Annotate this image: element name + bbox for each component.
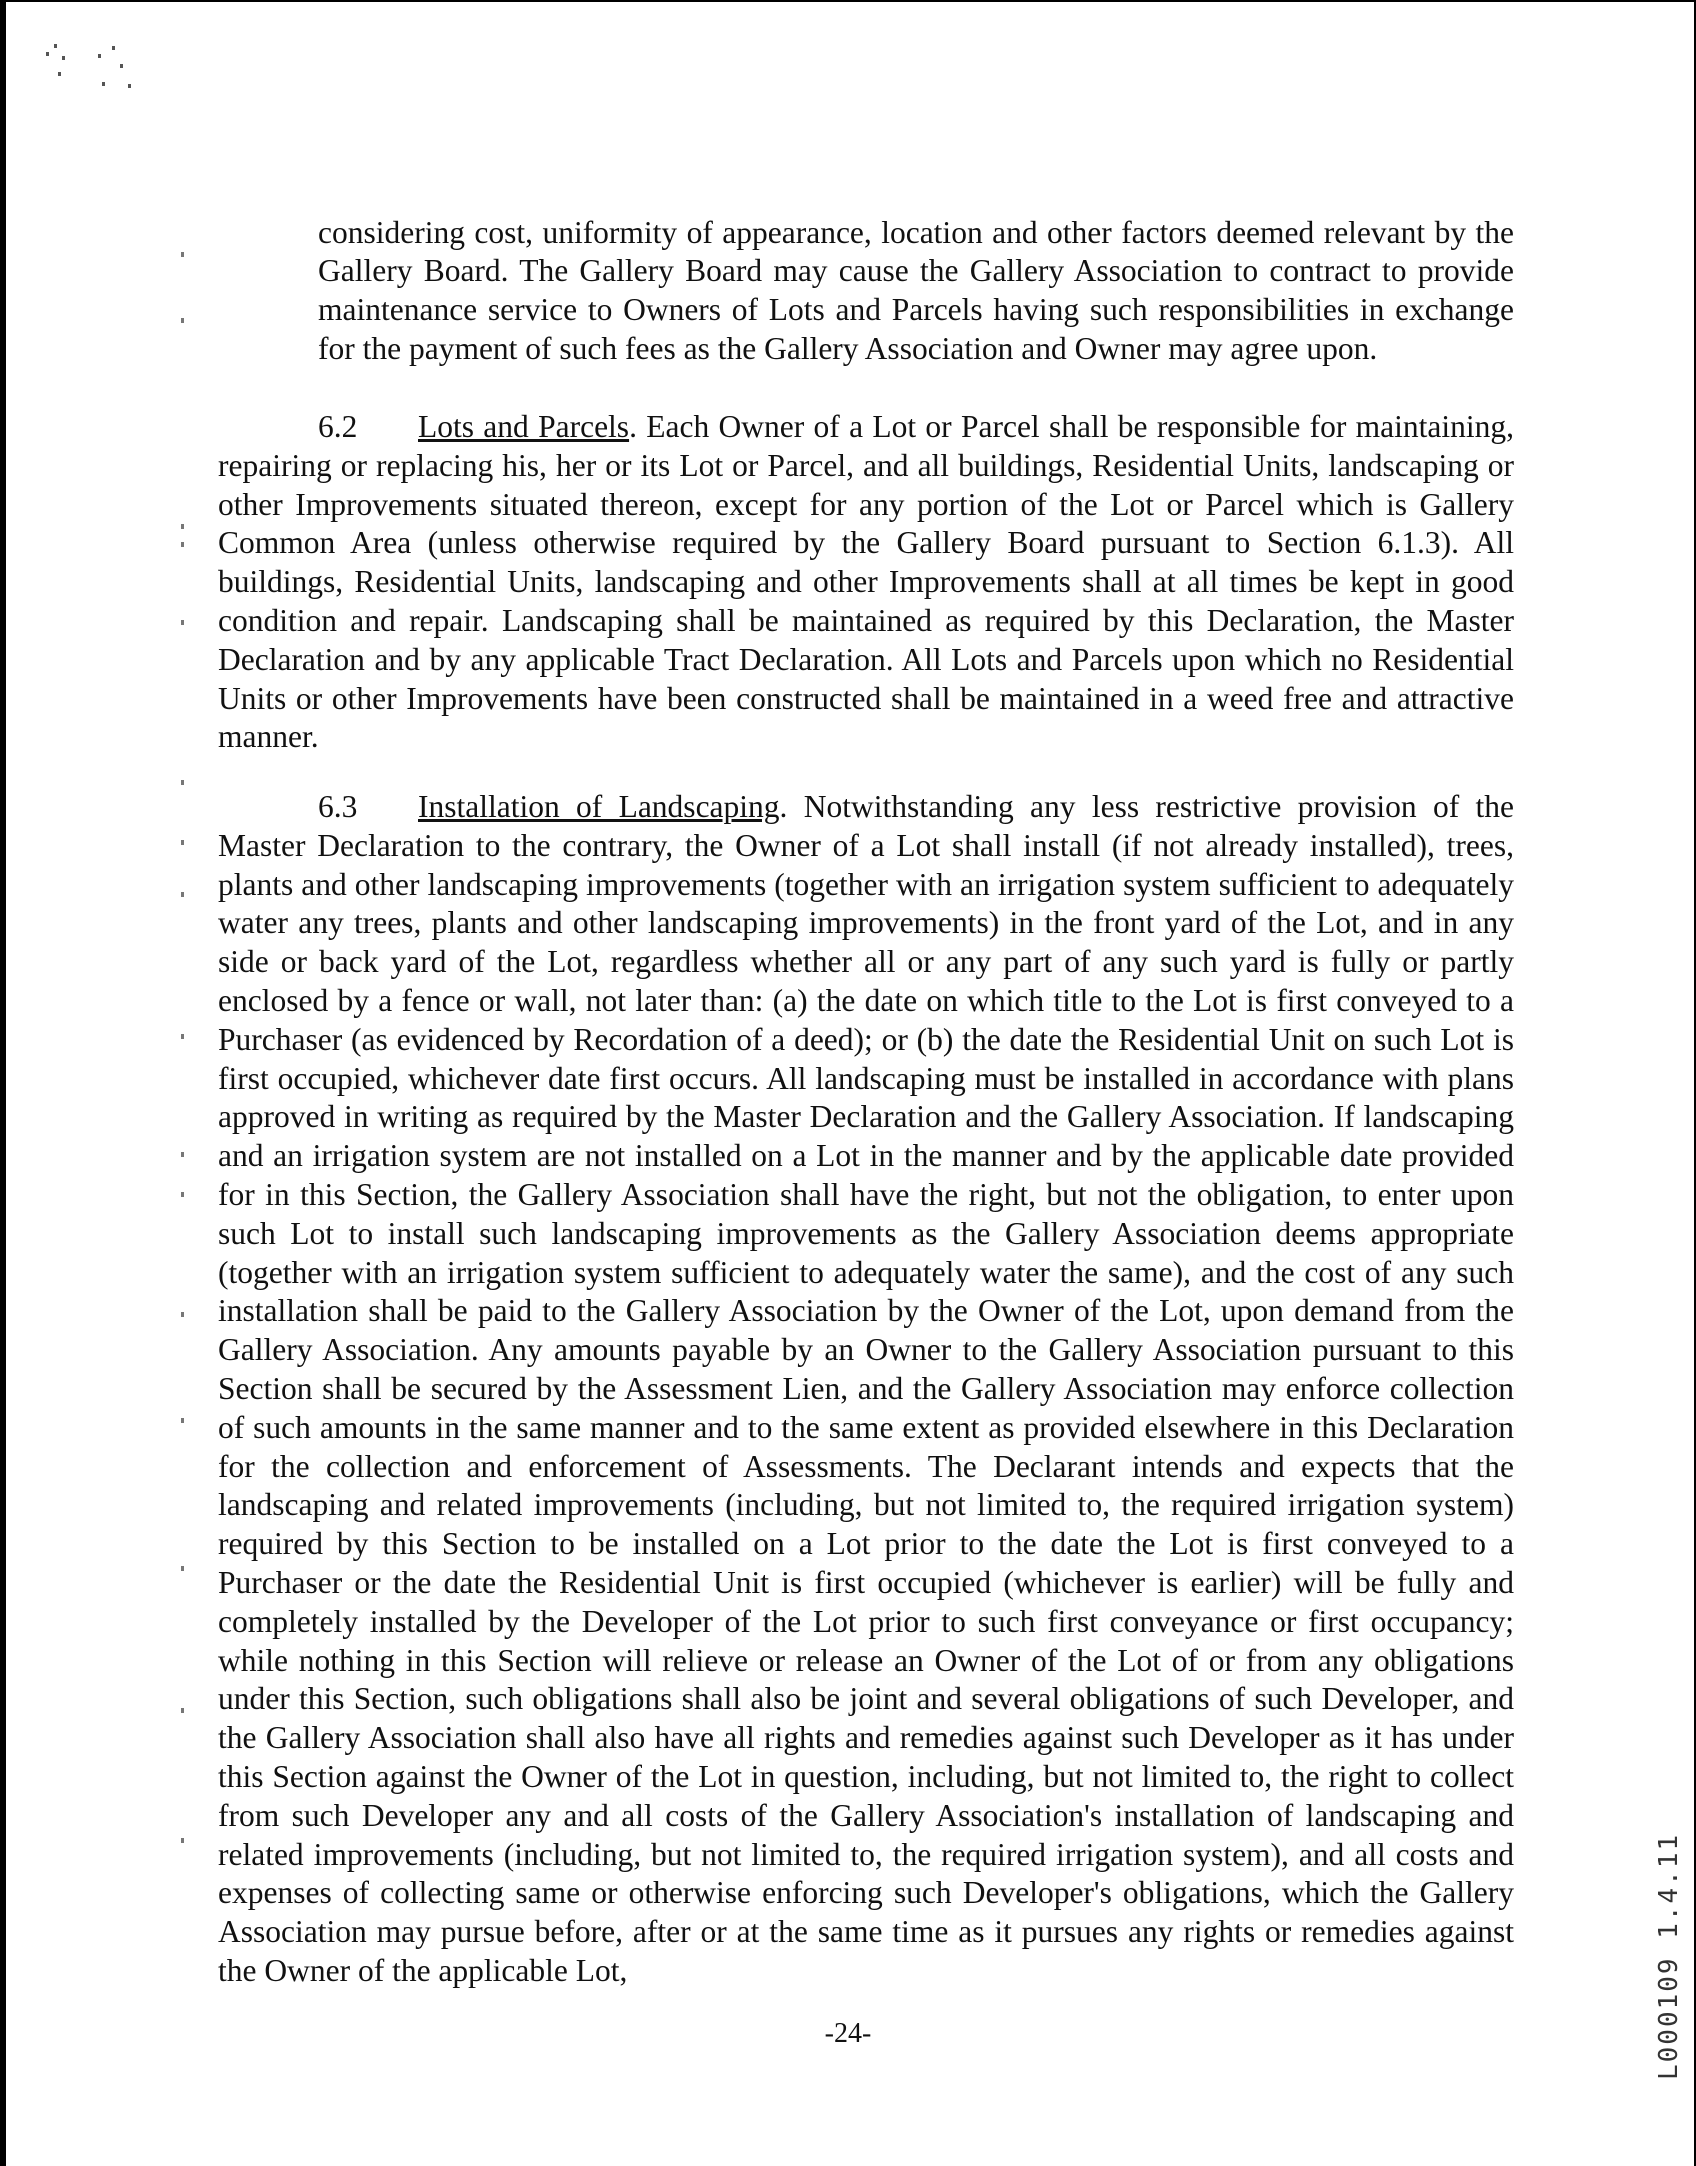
section-number: 6.2 [318, 409, 358, 444]
margin-mark [181, 524, 184, 529]
margin-mark [181, 780, 184, 785]
section-number: 6.3 [318, 789, 358, 824]
section-6-2 [218, 408, 1514, 757]
section-heading: Installation of Landscaping [418, 789, 780, 824]
margin-mark [181, 318, 184, 323]
section-body: Each Owner of a Lot or Parcel shall be responsible for maintaining, repairing or replacing his, her or its Lot or Parcel, and all buildings, Residential Units, landscaping or other Improvements situated thereon, except for any portion of the Lot or Parcel which is Gallery Common Area (unless otherwise required by the Gallery Board pursuant to Section 6.1.3). All buildings, Residential Units, landscaping and other Improvements shall at all times be kept in good condition and repair. Landscaping shall be maintained as required by this Declaration, the Master Declaration and by any applicable Tract Declaration. All Lots and Parcels upon which no Residential Units or other Improvements have been constructed shall be maintained in a weed free and attractive manner. [218, 409, 1514, 755]
margin-stamp [1650, 1565, 1690, 2085]
continuation-paragraph: considering cost, uniformity of appearance, location and other factors deemed relevant by the Gallery Board. The Gallery Board may cause the Gallery Association to contract to provide maintenance service to Owners of Lots and Parcels having such responsibilities in exchange for the payment of such fees as the Gallery Association and Owner may agree upon. [318, 214, 1514, 366]
section-heading: Lots and Parcels [418, 409, 630, 444]
page-edge-top [0, 0, 1696, 2]
margin-mark [181, 1152, 184, 1157]
section-paragraph: 6.2 Lots and Parcels. Each Owner of a Lot or Parcel shall be responsible for maintaining, repairing or replacing his, her or its Lot or Parcel, and all buildings, Residential Units, landscaping or other Improvements situated thereon, except for any portion of the Lot or Parcel which is Gallery Common Area (unless otherwise required by the Gallery Board pursuant to Section 6.1.3). All buildings, Residential Units, landscaping and other Improvements shall at all times be kept in good condition and repair. Landscaping shall be maintained as required by this Declaration, the Master Declaration and by any applicable Tract Declaration. All Lots and Parcels upon which no Residential Units or other Improvements have been constructed shall be maintained in a weed free and attractive manner. [218, 409, 1514, 755]
margin-stamp-text: L000109 1.4.11 [1654, 1832, 1684, 2080]
margin-mark [181, 1034, 184, 1039]
margin-mark [181, 840, 184, 845]
margin-mark [181, 1838, 184, 1843]
section-6-3 [218, 788, 1514, 1991]
page-number: -24- [824, 2018, 872, 2049]
margin-mark [181, 620, 184, 625]
margin-mark [181, 1418, 184, 1423]
margin-mark [181, 252, 184, 257]
section-paragraph: 6.3 Installation of Landscaping. Notwithstanding any less restrictive provision of the Master Declaration to the contrary, the Owner of a Lot shall install (if not already installed), trees, plants and other landscaping improvements (together with an irrigation system sufficient to adequately water any trees, plants and other landscaping improvements) in the front yard of the Lot, and in any side or back yard of the Lot, regardless whether all or any part of any such yard is fully or partly enclosed by a fence or wall, not later than: (a) the date on which title to the Lot is first conveyed to a Purchaser (as evidenced by Recordation of a deed); or (b) the date the Residential Unit on such Lot is first occupied, whichever date first occurs. All landscaping must be installed in accordance with plans approved in writing as required by the Master Declaration and the Gallery Association. If landscaping and an irrigation system are not installed on a Lot in the manner and by the applicable date provided for in this Section, the Gallery Association shall have the right, but not the obligation, to enter upon such Lot to install such landscaping improvements as the Gallery Association deems appropriate (together with an irrigation system sufficient to adequately water the same), and the cost of any such installation shall be paid to the Gallery Association by the Owner of the Lot, upon demand from the Gallery Association. Any amounts payable by an Owner to the Gallery Association pursuant to this Section shall be secured by the Assessment Lien, and the Gallery Association may enforce collection of such amounts in the same manner and to the same extent as provided elsewhere in this Declaration for the collection and enforcement of Assessments. The Declarant intends and expects that the landscaping and related improvements (including, but not limited to, the required irrigation system) required by this Section to be installed on a Lot prior to the date the Lot is first conveyed to a Purchaser or the date the Residential Unit is first occupied (whichever is earlier) will be fully and completely installed by the Developer of the Lot prior to such first conveyance or first occupancy; while nothing in this Section will relieve or release an Owner of the Lot of or from any obligations under this Section, such obligations shall also be joint and several obligations of such Developer, and the Gallery Association shall also have all rights and remedies against such Developer as it has under this Section against the Owner of the Lot in question, including, but not limited to, the right to collect from such Developer any and all costs of the Gallery Association's installation of landscaping and related improvements (including, but not limited to, the required irrigation system), and all costs and expenses of collecting same or otherwise enforcing such Developer's obligations, which the Gallery Association may pursue before, after or at the same time as it pursues any rights or remedies against the Owner of the applicable Lot, [218, 789, 1515, 1988]
margin-mark [181, 1312, 184, 1317]
margin-mark [181, 892, 184, 897]
margin-mark [181, 1192, 184, 1197]
section-body: Notwithstanding any less restrictive provision of the Master Declaration to the contrary, the Owner of a Lot shall install (if not already installed), trees, plants and other landscaping improvements (together with an irrigation system sufficient to adequately water any trees, plants and other landscaping improvements) in the front yard of the Lot, and in any side or back yard of the Lot, regardless whether all or any part of any such yard is fully or partly enclosed by a fence or wall, not later than: (a) the date on which title to the Lot is first conveyed to a Purchaser (as evidenced by Recordation of a deed); or (b) the date the Residential Unit on such Lot is first occupied, whichever date first occurs. All landscaping must be installed in accordance with plans approved in writing as required by the Master Declaration and the Gallery Association. If landscaping and an irrigation system are not installed on a Lot in the manner and by the applicable date provided for in this Section, the Gallery Association shall have the right, but not the obligation, to enter upon such Lot to install such landscaping improvements as the Gallery Association deems appropriate (together with an irrigation system sufficient to adequately water the same), and the cost of any such installation shall be paid to the Gallery Association by the Owner of the Lot, upon demand from the Gallery Association. Any amounts payable by an Owner to the Gallery Association pursuant to this Section shall be secured by the Assessment Lien, and the Gallery Association may enforce collection of such amounts in the same manner and to the same extent as provided elsewhere in this Declaration for the collection and enforcement of Assessments. The Declarant intends and expects that the landscaping and related improvements (including, but not limited to, the required irrigation system) required by this Section to be installed on a Lot prior to the date the Lot is first conveyed to a Purchaser or the date the Residential Unit is first occupied (whichever is earlier) will be fully and completely installed by the Developer of the Lot prior to such first conveyance or first occupancy; while nothing in this Section will relieve or release an Owner of the Lot of or from any obligations under this Section, such obligations shall also be joint and several obligations of such Developer, and the Gallery Association shall also have all rights and remedies against such Developer as it has under this Section against the Owner of the Lot in question, including, but not limited to, the right to collect from such Developer any and all costs of the Gallery Association's installation of landscaping and related improvements (including, but not limited to, the required irrigation system), and all costs and expenses of collecting same or otherwise enforcing such Developer's obligations, which the Gallery Association may pursue before, after or at the same time as it pursues any rights or remedies against the Owner of the applicable Lot, [218, 789, 1515, 1988]
margin-mark [181, 542, 184, 547]
margin-mark [181, 1708, 184, 1713]
page-edge-left [0, 0, 6, 2166]
margin-mark [181, 1566, 184, 1571]
